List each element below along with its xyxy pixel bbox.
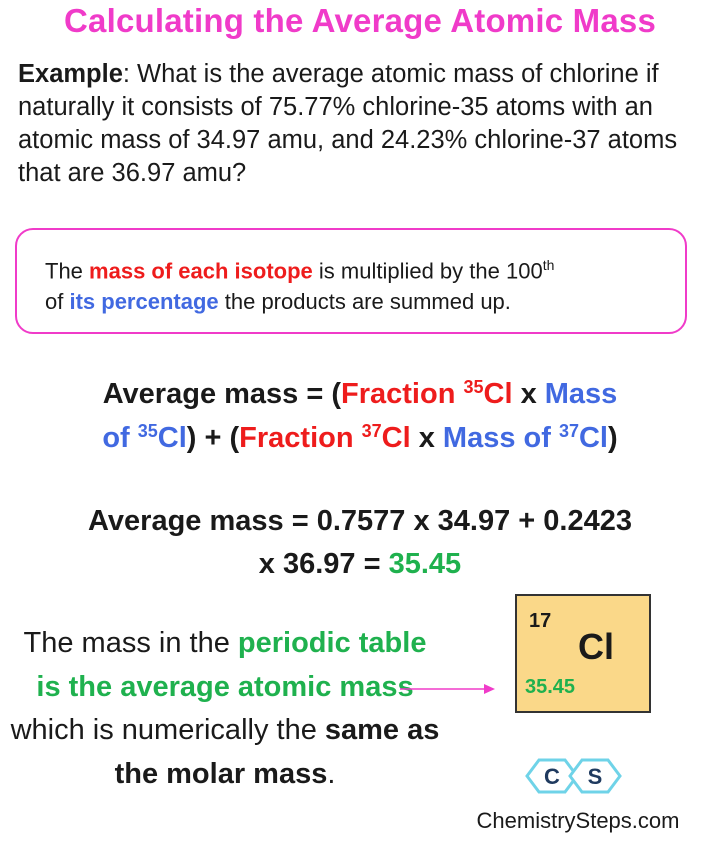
note-part2: which is numerically the bbox=[10, 714, 325, 746]
periodic-table-note bbox=[10, 622, 440, 796]
callout-mass-of-each-isotope: mass of each isotope bbox=[89, 258, 313, 284]
example-label: Example bbox=[18, 60, 123, 88]
note-part1: The mass in the bbox=[23, 627, 238, 659]
note-end: . bbox=[327, 757, 336, 790]
calculation-line1: Average mass = 0.7577 x 34.97 + 0.2423 bbox=[88, 505, 632, 537]
formula-mass-of-37-label: Mass of bbox=[442, 422, 559, 454]
average-mass-formula bbox=[0, 372, 720, 460]
formula-fraction-35-label: Fraction bbox=[341, 378, 464, 410]
formula-fraction-37-isotope: 37 bbox=[361, 421, 382, 442]
arrow-right-icon bbox=[398, 679, 496, 699]
formula-mass-35-label: Mass bbox=[544, 378, 618, 410]
formula-mass-35-cl: Cl bbox=[157, 422, 187, 454]
formula-of-35-label: of bbox=[102, 422, 138, 454]
element-symbol: Cl bbox=[578, 626, 614, 667]
formula-fraction-37-label: Fraction bbox=[239, 422, 362, 454]
logo-letter-c: C bbox=[544, 764, 560, 789]
brand-text: ChemistrySteps.com bbox=[476, 808, 680, 833]
formula-close-plus: ) + ( bbox=[186, 422, 240, 454]
formula-mass-35-isotope: 35 bbox=[137, 421, 158, 442]
element-atomic-mass: 35.45 bbox=[525, 676, 576, 698]
callout-superscript: th bbox=[542, 257, 555, 273]
formula-fraction-37-cl: Cl bbox=[381, 422, 411, 454]
callout-its-percentage: its percentage bbox=[69, 289, 219, 315]
formula-fraction-35-cl: Cl bbox=[483, 378, 513, 410]
formula-times-2: x bbox=[410, 422, 443, 454]
note-highlight-average-atomic-mass: periodic table is the average atomic mass bbox=[36, 627, 427, 703]
formula-mass-37-isotope: 37 bbox=[558, 421, 579, 442]
formula-times-1: x bbox=[512, 378, 545, 410]
calculation-line2: x 36.97 = bbox=[258, 548, 389, 580]
callout-part1: The bbox=[45, 258, 90, 284]
formula-fraction-35-isotope: 35 bbox=[463, 377, 484, 398]
note-same-as-molar-mass: same as the molar mass bbox=[114, 714, 440, 790]
formula-close: ) bbox=[607, 422, 618, 454]
rule-callout-box bbox=[15, 228, 687, 334]
callout-part4: the products are summed up. bbox=[218, 289, 511, 315]
chemistry-steps-logo-icon bbox=[525, 756, 630, 796]
atomic-number: 17 bbox=[529, 610, 552, 632]
calculation-result: 35.45 bbox=[388, 548, 462, 580]
page-title: Calculating the Average Atomic Mass bbox=[64, 2, 656, 39]
formula-mass-37-cl: Cl bbox=[578, 422, 608, 454]
callout-part2: is multiplied by the 100 bbox=[312, 258, 543, 284]
callout-part3: of bbox=[45, 289, 70, 315]
chlorine-element-tile bbox=[515, 594, 651, 713]
average-mass-calculation bbox=[0, 500, 720, 586]
example-question bbox=[18, 58, 718, 190]
logo-letter-s: S bbox=[587, 764, 603, 789]
formula-lhs: Average mass = ( bbox=[102, 378, 342, 410]
rule-callout-text bbox=[45, 250, 665, 317]
example-text: : What is the average atomic mass of chlorine if naturally it consists of 75.77% chlorine-35 atoms with an atomic mass of 34.97 amu, and 24.23% chlorine-37 atoms that are 36.97 amu? bbox=[18, 60, 678, 187]
